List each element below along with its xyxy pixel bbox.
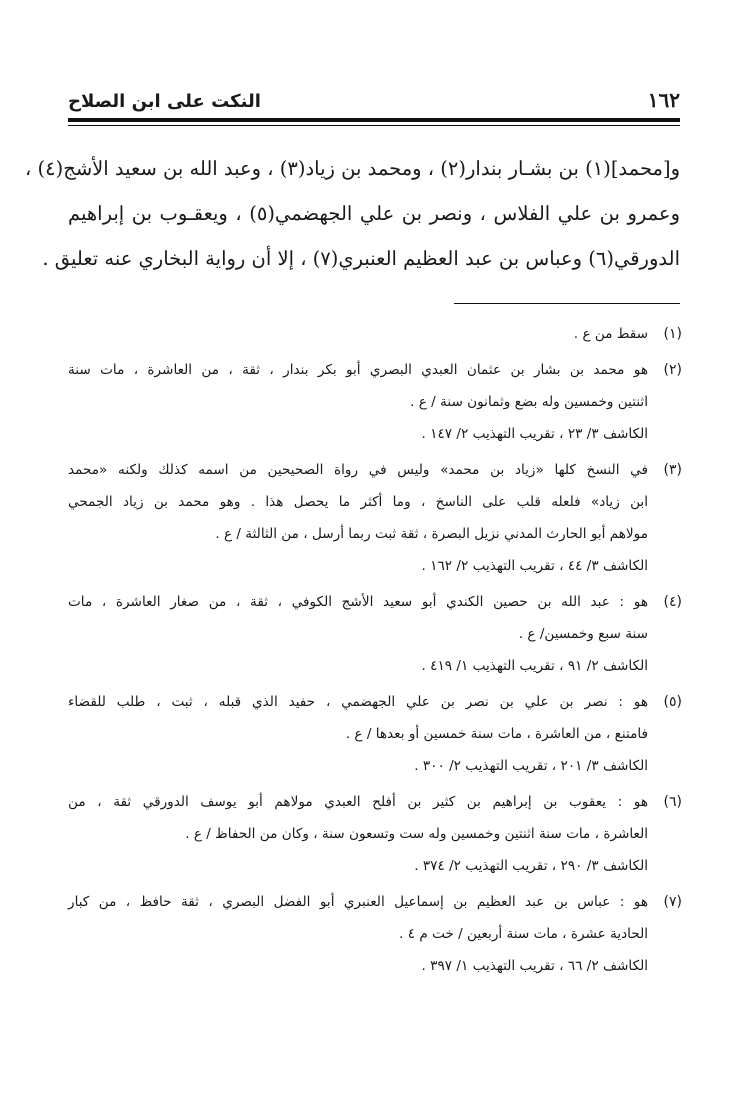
footnote-text-line: سنة سبع وخمسين/ ع . <box>518 626 648 642</box>
footnote-text-line: هو : يعقوب بن إبراهيم بن كثير بن أفلح العبدي مولاهم أبو يوسف الدورقي ثقة ، من <box>68 794 648 810</box>
footnote-1 <box>68 318 682 350</box>
footnote-3 <box>68 454 682 582</box>
main-text-line: و[محمد](١) بن بشـار بندار(٢) ، ومحمد بن زياد(٣) ، وعبد الله بن سعيد الأشج(٤) ، <box>25 157 680 180</box>
footnote-text-line: هو محمد بن بشار بن عثمان العبدي البصري أبو بكر بندار ، ثقة ، من العاشرة ، مات سنة <box>68 362 648 378</box>
footnote-text-line: ابن زياد» فلعله قلب على الناسخ ، وما أكثر ما يحصل هذا . وهو محمد بن زياد الجمحي <box>68 494 648 510</box>
page-header <box>68 88 680 112</box>
footnote-separator <box>454 303 680 304</box>
footnote-text-line: الحادية عشرة ، مات سنة أربعين / خت م ٤ . <box>399 926 648 942</box>
footnote-text-line: هو : عباس بن عبد العظيم بن إسماعيل العنبري أبو الفضل البصري ، ثقة حافظ ، من كبار <box>68 894 648 910</box>
footnote-reference: الكاشف ٣/ ٢٠١ ، تقريب التهذيب ٢/ ٣٠٠ . <box>414 758 648 774</box>
footnote-text-line: هو : عبد الله بن حصين الكندي أبو سعيد الأشج الكوفي ، ثقة ، من صغار العاشرة ، مات <box>68 594 648 610</box>
running-title: النكت على ابن الصلاح <box>68 91 261 112</box>
footnote-number: (٢) <box>663 362 682 378</box>
footnote-reference: الكاشف ٢/ ٦٦ ، تقريب التهذيب ١/ ٣٩٧ . <box>421 958 648 974</box>
footnote-text-line: مولاهم أبو الحارث المدني نزيل البصرة ، ثقة ثبت ربما أرسل ، من الثالثة / ع . <box>215 526 648 542</box>
footnote-number: (١) <box>663 326 682 342</box>
footnote-number: (٣) <box>663 462 682 478</box>
footnote-text-line: فامتنع ، من العاشرة ، مات سنة خمسين أو بعدها / ع . <box>345 726 648 742</box>
footnote-reference: الكاشف ٣/ ٢٣ ، تقريب التهذيب ٢/ ١٤٧ . <box>421 426 648 442</box>
footnote-number: (٥) <box>663 694 682 710</box>
footnote-4 <box>68 586 682 682</box>
main-text <box>25 146 680 281</box>
footnote-6 <box>68 786 682 882</box>
footnote-number: (٦) <box>663 794 682 810</box>
footnote-text-line: في النسخ كلها «زياد بن محمد» وليس في رواة الصحيحين من اسمه كذلك ولكنه «محمد <box>68 462 648 478</box>
footnote-number: (٧) <box>663 894 682 910</box>
footnote-reference: الكاشف ٣/ ٢٩٠ ، تقريب التهذيب ٢/ ٣٧٤ . <box>414 858 648 874</box>
footnote-text-line: سقط من ع . <box>573 326 648 342</box>
footnote-2 <box>68 354 682 450</box>
footnote-text-line: هو : نصر بن علي بن نصر بن علي الجهضمي ، حفيد الذي قبله ، ثبت ، طلب للقضاء <box>68 694 648 710</box>
footnotes <box>68 318 682 986</box>
page-number: ١٦٢ <box>647 88 680 112</box>
header-rule-thick <box>68 118 680 122</box>
main-text-line: وعمرو بن علي الفلاس ، ونصر بن علي الجهضمي(٥) ، ويعقـوب بن إبراهيم <box>68 202 680 225</box>
footnote-number: (٤) <box>663 594 682 610</box>
main-text-line: الدورقي(٦) وعباس بن عبد العظيم العنبري(٧) ، إلا أن رواية البخاري عنه تعليق . <box>42 247 680 270</box>
header-rule-thin <box>68 125 680 126</box>
footnote-text-line: اثنتين وخمسين وله بضع وثمانون سنة / ع . <box>410 394 648 410</box>
footnote-reference: الكاشف ٣/ ٤٤ ، تقريب التهذيب ٢/ ١٦٢ . <box>421 558 648 574</box>
footnote-5 <box>68 686 682 782</box>
footnote-7 <box>68 886 682 982</box>
footnote-text-line: العاشرة ، مات سنة اثنتين وخمسين وله ست وتسعون سنة ، وكان من الحفاظ / ع . <box>185 826 648 842</box>
footnote-reference: الكاشف ٢/ ٩١ ، تقريب التهذيب ١/ ٤١٩ . <box>421 658 648 674</box>
